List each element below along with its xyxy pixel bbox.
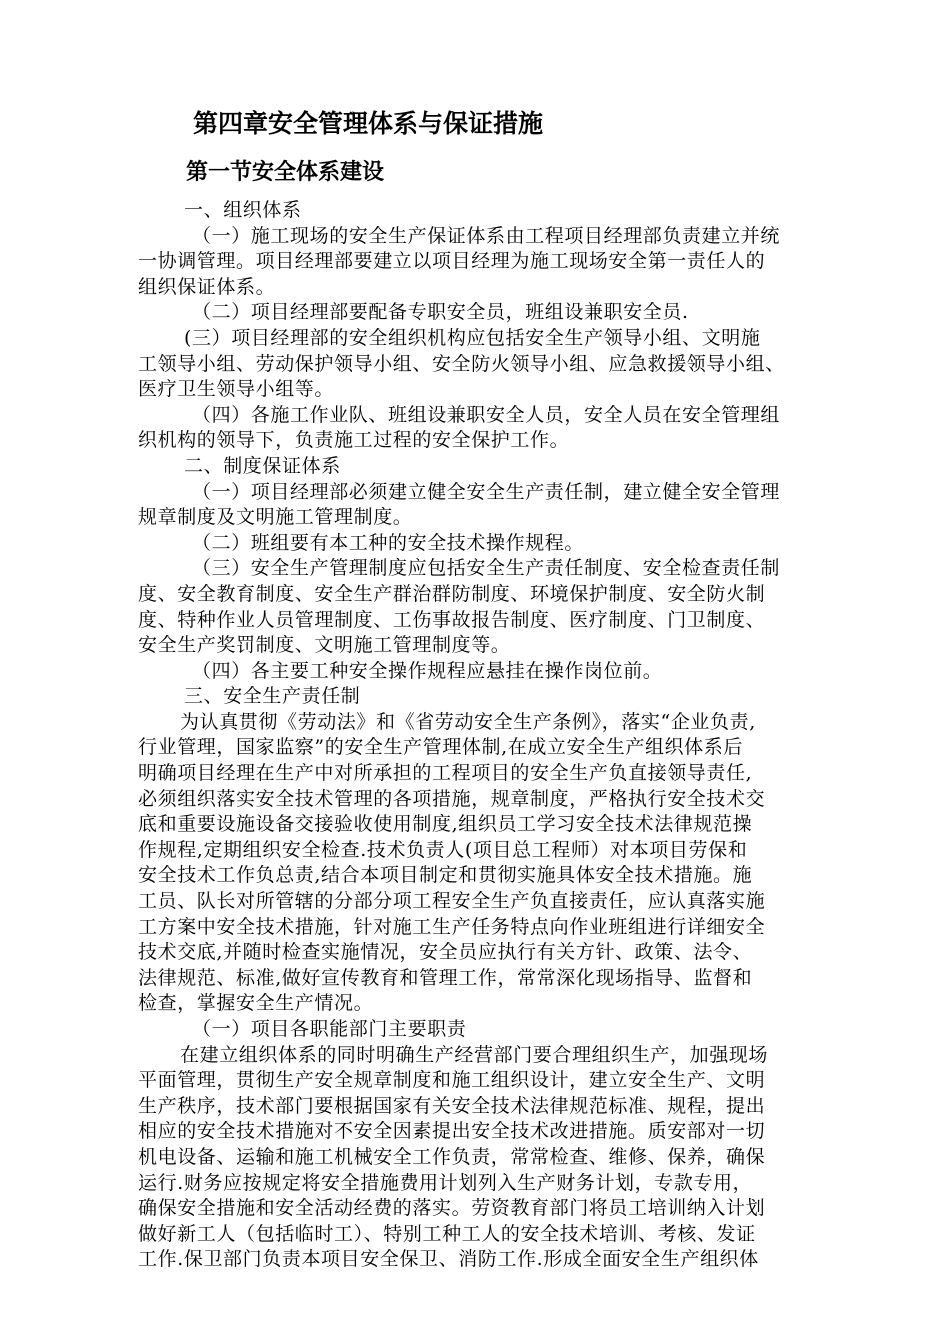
- text-line: 作规程,定期组织安全检查.技术负责人(项目总工程师）对本项目劳保和: [138, 838, 748, 861]
- text-line: 为认真贯彻《劳动法》和《省劳动安全生产条例》，落实“企业负责,: [180, 710, 756, 733]
- text-line: 在建立组织体系的同时明确生产经营部门要合理组织生产，加强现场: [180, 1043, 769, 1066]
- text-line: 机电设备、运输和施工机械安全工作负责，常常检查、维修、保养，确保: [138, 1145, 766, 1168]
- text-line: 工员、队长对所管辖的分部分项工程安全生产负直接责任，应认真落实施: [138, 890, 766, 913]
- section-title: 第一节安全体系建设: [186, 160, 385, 185]
- text-line: （一）施工现场的安全生产保证体系由工程项目经理部负责建立并统: [192, 224, 781, 247]
- text-line: 底和重要设施设备交接验收使用制度,组织员工学习安全技术法律规范操: [138, 813, 753, 836]
- text-line: 度、安全教育制度、安全生产群治群防制度、环境保护制度、安全防火制: [138, 582, 766, 605]
- text-line: 工作.保卫部门负责本项目安全保卫、消防工作.形成全面安全生产组织体: [138, 1248, 759, 1271]
- text-line: 医疗卫生领导小组等。: [138, 378, 335, 401]
- text-line: 明确项目经理在生产中对所承担的工程项目的安全生产负直接领导责任,: [138, 762, 753, 785]
- text-line: (三）项目经理部的安全组织机构应包括安全生产领导小组、文明施: [184, 326, 761, 349]
- text-line: 安全生产奖罚制度、文明施工管理制度等。: [138, 634, 511, 657]
- text-line: （二）班组要有本工种的安全技术操作规程。: [192, 531, 585, 554]
- text-line: 相应的安全技术措施对不安全因素提出安全技术改进措施。质安部对一切: [138, 1120, 766, 1143]
- text-line: 行业管理，国家监察”的安全生产管理体制,在成立安全生产组织体系后: [138, 736, 743, 759]
- text-line: 工方案中安全技术措施，针对施工生产任务特点向作业班组进行详细安全: [138, 915, 766, 938]
- text-line: 组织保证体系。: [138, 275, 276, 298]
- text-line: 技术交底,并随时检查实施情况，安全员应执行有关方针、政策、法令、: [138, 941, 753, 964]
- text-line: 运行.财务应按规定将安全措施费用计划列入生产财务计划，专款专用，: [138, 1171, 753, 1194]
- text-line: （四）各施工作业队、班组设兼职安全人员，安全人员在安全管理组: [192, 403, 781, 426]
- text-line: 检查，掌握安全生产情况。: [138, 992, 374, 1015]
- text-line: （二）项目经理部要配备专职安全员，班组设兼职安全员.: [192, 301, 689, 324]
- chapter-title: 第四章安全管理体系与保证措施: [193, 109, 544, 138]
- text-line: 一、组织体系: [184, 199, 302, 221]
- text-line: 二、制度保证体系: [184, 454, 341, 477]
- text-line: 三、安全生产责任制: [184, 685, 361, 708]
- text-line: 织机构的领导下，负责施工过程的安全保护工作。: [138, 429, 570, 452]
- text-line: （一）项目各职能部门主要职责: [192, 1018, 467, 1040]
- text-line: 确保安全措施和安全活动经费的落实。劳资教育部门将员工培训纳入计划: [138, 1197, 766, 1220]
- text-line: 必须组织落实安全技术管理的各项措施，规章制度，严格执行安全技术交: [138, 787, 766, 810]
- text-line: （一）项目经理部必须建立健全安全生产责任制，建立健全安全管理: [192, 480, 781, 503]
- text-line: （三）安全生产管理制度应包括安全生产责任制度、安全检查责任制: [192, 557, 781, 580]
- text-line: 规章制度及文明施工管理制度。: [138, 506, 413, 529]
- text-line: 度、特种作业人员管理制度、工伤事故报告制度、医疗制度、门卫制度、: [138, 608, 766, 631]
- text-line: （四）各主要工种安全操作规程应悬挂在操作岗位前。: [192, 659, 663, 682]
- text-line: 平面管理，贯彻生产安全规章制度和施工组织设计，建立安全生产、文明: [138, 1069, 766, 1092]
- text-line: 做好新工人（包括临时工）、特别工种工人的安全技术培训、考核、发证: [138, 1222, 756, 1245]
- text-line: 法律规范、标准,做好宣传教育和管理工作，常常深化现场指导、监督和: [138, 966, 753, 989]
- text-line: 生产秩序，技术部门要根据国家有关安全技术法律规范标准、规程，提出: [138, 1094, 766, 1117]
- body-text: [138, 198, 858, 1273]
- text-line: 工领导小组、劳动保护领导小组、安全防火领导小组、应急救援领导小组、: [138, 352, 785, 375]
- text-line: 一协调管理。项目经理部要建立以项目经理为施工现场安全第一责任人的: [138, 250, 766, 273]
- text-line: 安全技术工作负总责,结合本项目制定和贯彻实施具体安全技术措施。施: [138, 864, 753, 887]
